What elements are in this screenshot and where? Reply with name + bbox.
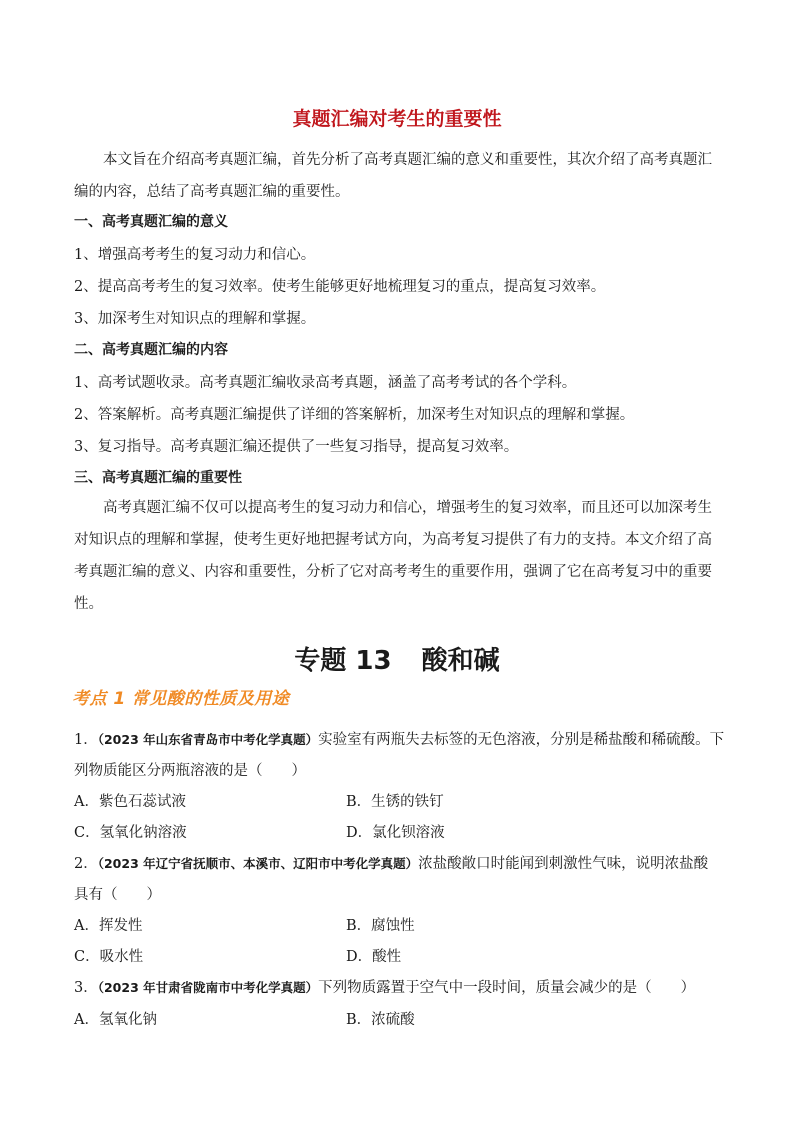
question-3-stem: 下列物质露置于空气中一段时间，质量会减少的是（ ） [318,980,696,996]
question-3-line-1 [74,976,695,997]
question-2-stem: 浓盐酸敞口时能闻到刺激性气味，说明浓盐酸 [418,856,709,872]
question-2-line-2: 具有（ ） [74,887,161,903]
question-1-option-c: C．氢氧化钠溶液 [74,825,187,841]
question-1-stem: 实验室有两瓶失去标签的无色溶液，分别是稀盐酸和稀硫酸。下 [318,732,725,748]
question-1-source: （2023 年山东省青岛市中考化学真题） [97,732,319,747]
question-2-option-a: A．挥发性 [74,918,143,934]
question-1-option-b: B．生锈的铁钉 [346,794,444,810]
question-2-option-c: C．吸水性 [74,949,144,965]
question-1-number: 1． [74,732,98,748]
question-3-number: 3． [74,980,98,996]
document-title: 真题汇编对考生的重要性 [292,108,502,130]
question-1-option-d: D．氯化钡溶液 [346,825,445,841]
topic-title [0,640,794,677]
question-2-option-d: D．酸性 [346,949,402,965]
question-1-line-2: 列物质能区分两瓶溶液的是（ ） [74,763,306,779]
topic-name: 酸和碱 [421,646,500,676]
section-2-item-3: 3、复习指导。高考真题汇编还提供了一些复习指导，提高复习效率。 [74,439,519,455]
section-1-item-3: 3、加深考生对知识点的理解和掌握。 [74,311,316,327]
section-heading-3: 三、高考真题汇编的重要性 [74,470,242,486]
question-2-option-b: B．腐蚀性 [346,918,415,934]
question-3-source: （2023 年甘肃省陇南市中考化学真题） [97,980,319,995]
section-1-item-2: 2、提高高考考生的复习效率。使考生能够更好地梳理复习的重点，提高复习效率。 [74,279,606,295]
intro-paragraph: 本文旨在介绍高考真题汇编，首先分析了高考真题汇编的意义和重要性，其次介绍了高考真题汇编的内容，总结了高考真题汇编的重要性。 [74,152,712,200]
section-2-item-1: 1、高考试题收录。高考真题汇编收录高考真题，涵盖了高考考试的各个学科。 [74,375,577,391]
kaodian-heading [72,684,289,709]
topic-number: 专题 13 [294,646,392,676]
question-2-number: 2． [74,856,98,872]
question-3-option-b: B．浓硫酸 [346,1012,415,1028]
question-1-option-a: A．紫色石蕊试液 [74,794,186,810]
kaodian-label: 考点 1 [72,689,126,709]
section-2-item-2: 2、答案解析。高考真题汇编提供了详细的答案解析，加深考生对知识点的理解和掌握。 [74,407,635,423]
section-3-paragraph: 高考真题汇编不仅可以提高考生的复习动力和信心，增强考生的复习效率，而且还可以加深考生对知识点的理解和掌握，使考生更好地把握考试方向，为高考复习提供了有力的支持。本文介绍了高考真题汇编的意义、内容和重要性，分析了它对高考考生的重要作用，强调了它在高考复习中的重要性。 [74,500,712,612]
question-2-line-1 [74,852,708,873]
section-heading-1: 一、高考真题汇编的意义 [74,214,228,230]
question-2-source: （2023 年辽宁省抚顺市、本溪市、辽阳市中考化学真题） [97,856,419,871]
kaodian-name: 常见酸的性质及用途 [131,689,290,709]
section-heading-2: 二、高考真题汇编的内容 [74,342,228,358]
section-1-item-1: 1、增强高考考生的复习动力和信心。 [74,247,316,263]
question-3-option-a: A．氢氧化钠 [74,1012,157,1028]
question-1-line-1 [74,728,724,749]
